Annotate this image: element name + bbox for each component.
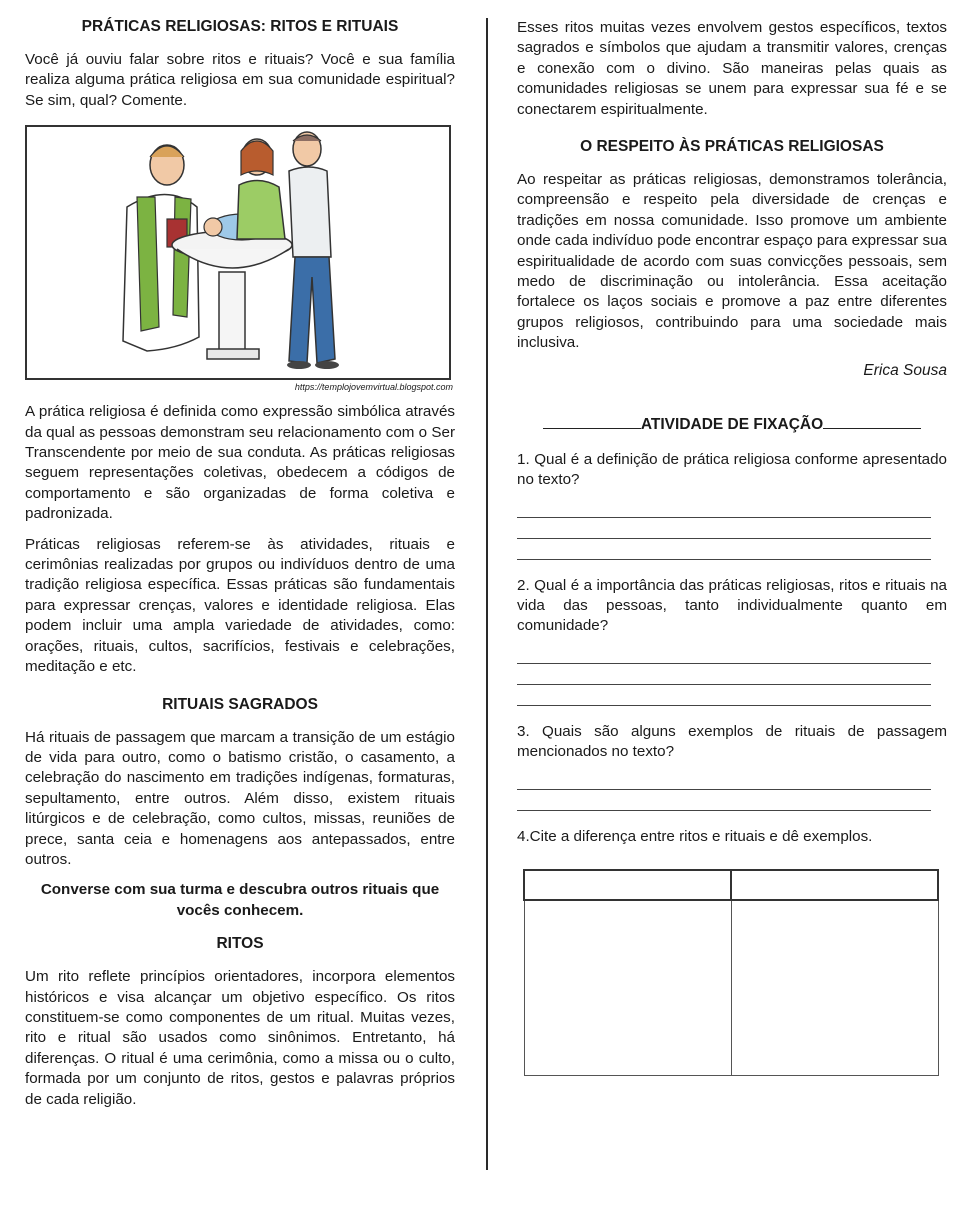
answer-table-header-row: [524, 870, 938, 900]
heading-rituais-sagrados: RITUAIS SAGRADOS: [162, 695, 318, 713]
ritos-paragraph: Um rito reflete princípios orientadores, incorpora elementos históricos e visa alcançar um objetivo específico. Os ritos constituem-se como componentes de um ritual. Muitas vezes, rito e ritual são usados como sinônimos. Entretanto, há diferenças. O ritual é uma cerimônia, como a missa ou o culto, formada por um conjunto de ritos, gestos e palavras próprios de cada religião.: [25, 968, 455, 1108]
question-3: 3. Quais são alguns exemplos de rituais de passagem mencionados no texto?: [517, 722, 947, 761]
heading-ritos: RITOS: [216, 935, 264, 953]
answer-line[interactable]: [517, 643, 931, 664]
question-2: 2. Qual é a importância das práticas religiosas, ritos e rituais na vida das pessoas, tanto individualmente quanto em comunidade?: [517, 576, 947, 635]
ritos-continuation-paragraph: Esses ritos muitas vezes envolvem gestos específicos, textos sagrados e símbolos que ajudam a transmitir valores, crenças e conexão com o divino. São maneiras pelas quais as comunidades religiosas se unem para expressar sua fé e se conectarem espiritualmente.: [517, 19, 947, 118]
class-discussion-callout: Converse com sua turma e descubra outros rituais que vocês conhecem.: [40, 881, 440, 919]
answer-line[interactable]: [517, 539, 931, 560]
intro-paragraph: Você já ouviu falar sobre ritos e rituais? Você e sua família realiza alguma prática religiosa em sua comunidade espiritual? Se sim, qual? Comente.: [25, 51, 455, 109]
image-credit: https://templojovemvirtual.blogspot.com: [294, 382, 453, 393]
activity-title-text: ATIVIDADE DE FIXAÇÃO: [640, 415, 824, 433]
title-rule-left: [543, 427, 641, 429]
author-name: Erica Sousa: [863, 361, 947, 379]
practices-paragraph: Práticas religiosas referem-se às atividades, rituais e cerimônias realizadas por grupos ou indivíduos dentro de uma tradição religiosa específica. Essas práticas são fundamentais para expressar crenças, valores e identidade religiosa. Elas podem incluir uma ampla variedade de atividades, como: orações, rituais, cultos, sacrifícios, festivais e celebrações, meditação e etc.: [25, 535, 455, 676]
activity-title: [517, 416, 947, 434]
answer-lines-2[interactable]: [517, 643, 947, 706]
answer-table-cell-rituais[interactable]: [731, 900, 938, 1076]
answer-lines-3[interactable]: [517, 769, 947, 811]
rituals-paragraph: Há rituais de passagem que marcam a transição de um estágio de vida para outro, como o batismo cristão, o casamento, a celebração do nascimento em tradições indígenas, formaturas, sepultamento, entre outros. Além disso, existem rituais litúrgicos e de celebração, como cultos, missas, reuniões de prece, santa ceia e homenagens aos antepassados, entre outros.: [25, 728, 455, 868]
right-column: [517, 18, 947, 1076]
answer-table-header-cell-ritos[interactable]: [524, 870, 731, 900]
answer-lines-1[interactable]: [517, 497, 947, 560]
answer-line[interactable]: [517, 497, 931, 518]
question-4: 4.Cite a diferença entre ritos e rituais e dê exemplos.: [517, 827, 873, 845]
title-rule-right: [823, 427, 921, 429]
baptism-scene-drawing: [27, 127, 449, 378]
page-title: PRÁTICAS RELIGIOSAS: RITOS E RITUAIS: [81, 18, 399, 35]
column-divider: [486, 18, 488, 1170]
answer-line[interactable]: [517, 518, 931, 539]
answer-line[interactable]: [517, 790, 931, 811]
answer-table: [523, 869, 939, 1076]
answer-table-header-cell-rituais[interactable]: [731, 870, 938, 900]
respect-paragraph: Ao respeitar as práticas religiosas, demonstramos tolerância, compreensão e respeito pela diversidade de crenças e tradições em nossa comunidade. Isso promove um ambiente onde cada indivíduo pode encontrar espaço para expressar sua espiritualidade de acordo com suas convicções pessoais, sem medo de discriminação ou intolerância. Essa aceitação fortalece os laços sociais e promove a paz entre diferentes grupos religiosos, contribuindo para uma sociedade mais inclusiva.: [517, 171, 947, 352]
answer-table-cell-ritos[interactable]: [524, 900, 731, 1076]
answer-line[interactable]: [517, 664, 931, 685]
definition-paragraph: A prática religiosa é definida como expressão simbólica através da qual as pessoas demonstram seu relacionamento com o Ser Transcendente por meio de sua conduta. As práticas religiosas seguem representações coletivas, obedecem a códigos de comportamento e são organizadas de forma coletiva e padronizada.: [25, 403, 455, 523]
left-column: [25, 18, 455, 1110]
question-1: 1. Qual é a definição de prática religiosa conforme apresentado no texto?: [517, 450, 947, 489]
answer-table-body-row: [524, 900, 938, 1076]
answer-line[interactable]: [517, 685, 931, 706]
heading-respeito: O RESPEITO ÀS PRÁTICAS RELIGIOSAS: [580, 138, 884, 156]
baptism-illustration: [25, 125, 451, 380]
answer-line[interactable]: [517, 769, 931, 790]
